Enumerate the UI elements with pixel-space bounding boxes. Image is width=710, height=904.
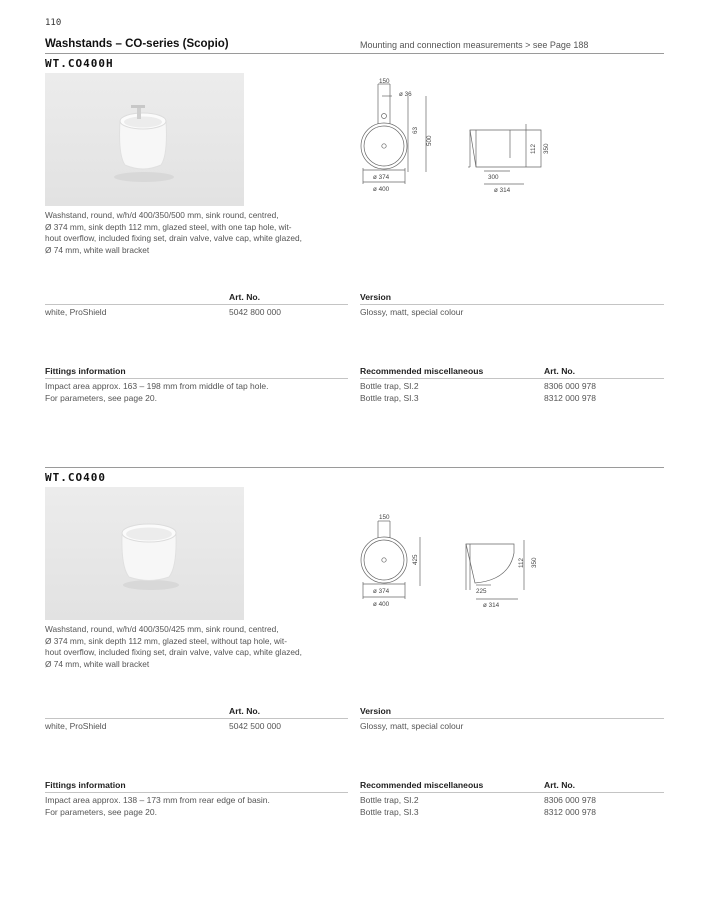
misc-artno-header: Art. No. bbox=[544, 780, 576, 790]
fittings-line: For parameters, see page 20. bbox=[45, 392, 157, 403]
misc-item-artno: 8306 000 978 bbox=[544, 795, 596, 805]
fittings-line: Impact area approx. 138 – 173 mm from rear edge of basin. bbox=[45, 795, 270, 805]
mounting-note: Mounting and connection measurements > see Page 188 bbox=[360, 40, 589, 50]
product-code: WT.CO400H bbox=[45, 57, 114, 70]
table-rule bbox=[45, 304, 348, 305]
description-line: Ø 74 mm, white wall bracket bbox=[45, 658, 150, 669]
product-photo bbox=[45, 73, 244, 206]
product-code: WT.CO400 bbox=[45, 471, 106, 484]
misc-item-name: Bottle trap, SI.3 bbox=[360, 392, 419, 403]
table-rule bbox=[45, 378, 348, 379]
dim-label: ø 374 bbox=[373, 588, 390, 595]
table-rule bbox=[360, 792, 664, 793]
table-rule bbox=[360, 304, 664, 305]
version-header: Version bbox=[360, 706, 392, 716]
misc-item-artno: 8312 000 978 bbox=[544, 392, 596, 403]
page-number: 110 bbox=[45, 18, 62, 28]
artno-header: Art. No. bbox=[229, 706, 261, 716]
fittings-line: For parameters, see page 20. bbox=[45, 806, 157, 817]
version-value: Glossy, matt, special colour bbox=[360, 721, 464, 731]
dim-label: 112 bbox=[518, 557, 525, 568]
description-line: hout overflow, included fixing set, drain valve, valve cap, white glazed, bbox=[45, 647, 302, 657]
description-line: Washstand, round, w/h/d 400/350/425 mm, sink round, centred, bbox=[45, 624, 279, 634]
description-line: hout overflow, included fixing set, drain valve, valve cap, white glazed, bbox=[45, 233, 302, 243]
version-header: Version bbox=[360, 292, 392, 302]
misc-item-name: Bottle trap, SI.2 bbox=[360, 381, 419, 391]
dim-label: 63 bbox=[412, 126, 419, 134]
fittings-header: Fittings information bbox=[45, 780, 126, 790]
variant-color: white, ProShield bbox=[45, 307, 107, 317]
section-divider bbox=[45, 467, 664, 468]
description-line: Ø 74 mm, white wall bracket bbox=[45, 244, 150, 255]
fittings-info bbox=[45, 381, 268, 404]
dim-label: 112 bbox=[530, 143, 537, 154]
product-description bbox=[45, 624, 345, 670]
article-number: 5042 800 000 bbox=[229, 307, 281, 317]
version-value: Glossy, matt, special colour bbox=[360, 307, 464, 317]
dim-label: 225 bbox=[476, 588, 487, 595]
misc-item-name: Bottle trap, SI.2 bbox=[360, 795, 419, 805]
table-rule bbox=[360, 718, 664, 719]
dim-label: ø 374 bbox=[373, 174, 390, 181]
dim-label: 350 bbox=[531, 557, 538, 568]
misc-list bbox=[360, 795, 419, 818]
misc-artno-header: Art. No. bbox=[544, 366, 576, 376]
product-description bbox=[45, 210, 345, 256]
misc-artno-list bbox=[544, 795, 596, 818]
fittings-info bbox=[45, 795, 270, 818]
washstand-photo-illustration bbox=[45, 73, 244, 206]
dim-label: ø 314 bbox=[494, 187, 511, 194]
misc-item-name: Bottle trap, SI.3 bbox=[360, 806, 419, 817]
dim-label: ø 400 bbox=[373, 601, 390, 608]
dim-label: 350 bbox=[543, 143, 550, 154]
dim-label: 300 bbox=[488, 174, 499, 181]
page-title: Washstands – CO-series (Scopio) bbox=[45, 38, 229, 50]
dim-label: ø 400 bbox=[373, 186, 390, 193]
dimension-drawing bbox=[358, 74, 558, 199]
dim-label: 425 bbox=[412, 554, 419, 565]
misc-item-artno: 8306 000 978 bbox=[544, 381, 596, 391]
header-rule bbox=[45, 53, 664, 54]
table-rule bbox=[45, 792, 348, 793]
misc-header: Recommended miscellaneous bbox=[360, 780, 484, 790]
misc-item-artno: 8312 000 978 bbox=[544, 806, 596, 817]
dim-label: 150 bbox=[379, 78, 390, 85]
dim-label: 500 bbox=[426, 135, 433, 146]
dimension-drawing bbox=[358, 510, 558, 615]
table-rule bbox=[45, 718, 348, 719]
description-line: Ø 374 mm, sink depth 112 mm, glazed steel, without tap hole, wit- bbox=[45, 635, 287, 646]
misc-artno-list bbox=[544, 381, 596, 404]
washstand-photo-illustration bbox=[45, 487, 244, 620]
variant-color: white, ProShield bbox=[45, 721, 107, 731]
description-line: Ø 374 mm, sink depth 112 mm, glazed steel, with one tap hole, wit- bbox=[45, 221, 292, 232]
artno-header: Art. No. bbox=[229, 292, 261, 302]
misc-header: Recommended miscellaneous bbox=[360, 366, 484, 376]
description-line: Washstand, round, w/h/d 400/350/500 mm, sink round, centred, bbox=[45, 210, 279, 220]
article-number: 5042 500 000 bbox=[229, 721, 281, 731]
product-photo bbox=[45, 487, 244, 620]
dim-label: ø 314 bbox=[483, 602, 500, 609]
fittings-line: Impact area approx. 163 – 198 mm from middle of tap hole. bbox=[45, 381, 269, 391]
misc-list bbox=[360, 381, 419, 404]
table-rule bbox=[360, 378, 664, 379]
dim-label: ø 36 bbox=[399, 91, 412, 98]
dim-label: 150 bbox=[379, 514, 390, 521]
fittings-header: Fittings information bbox=[45, 366, 126, 376]
